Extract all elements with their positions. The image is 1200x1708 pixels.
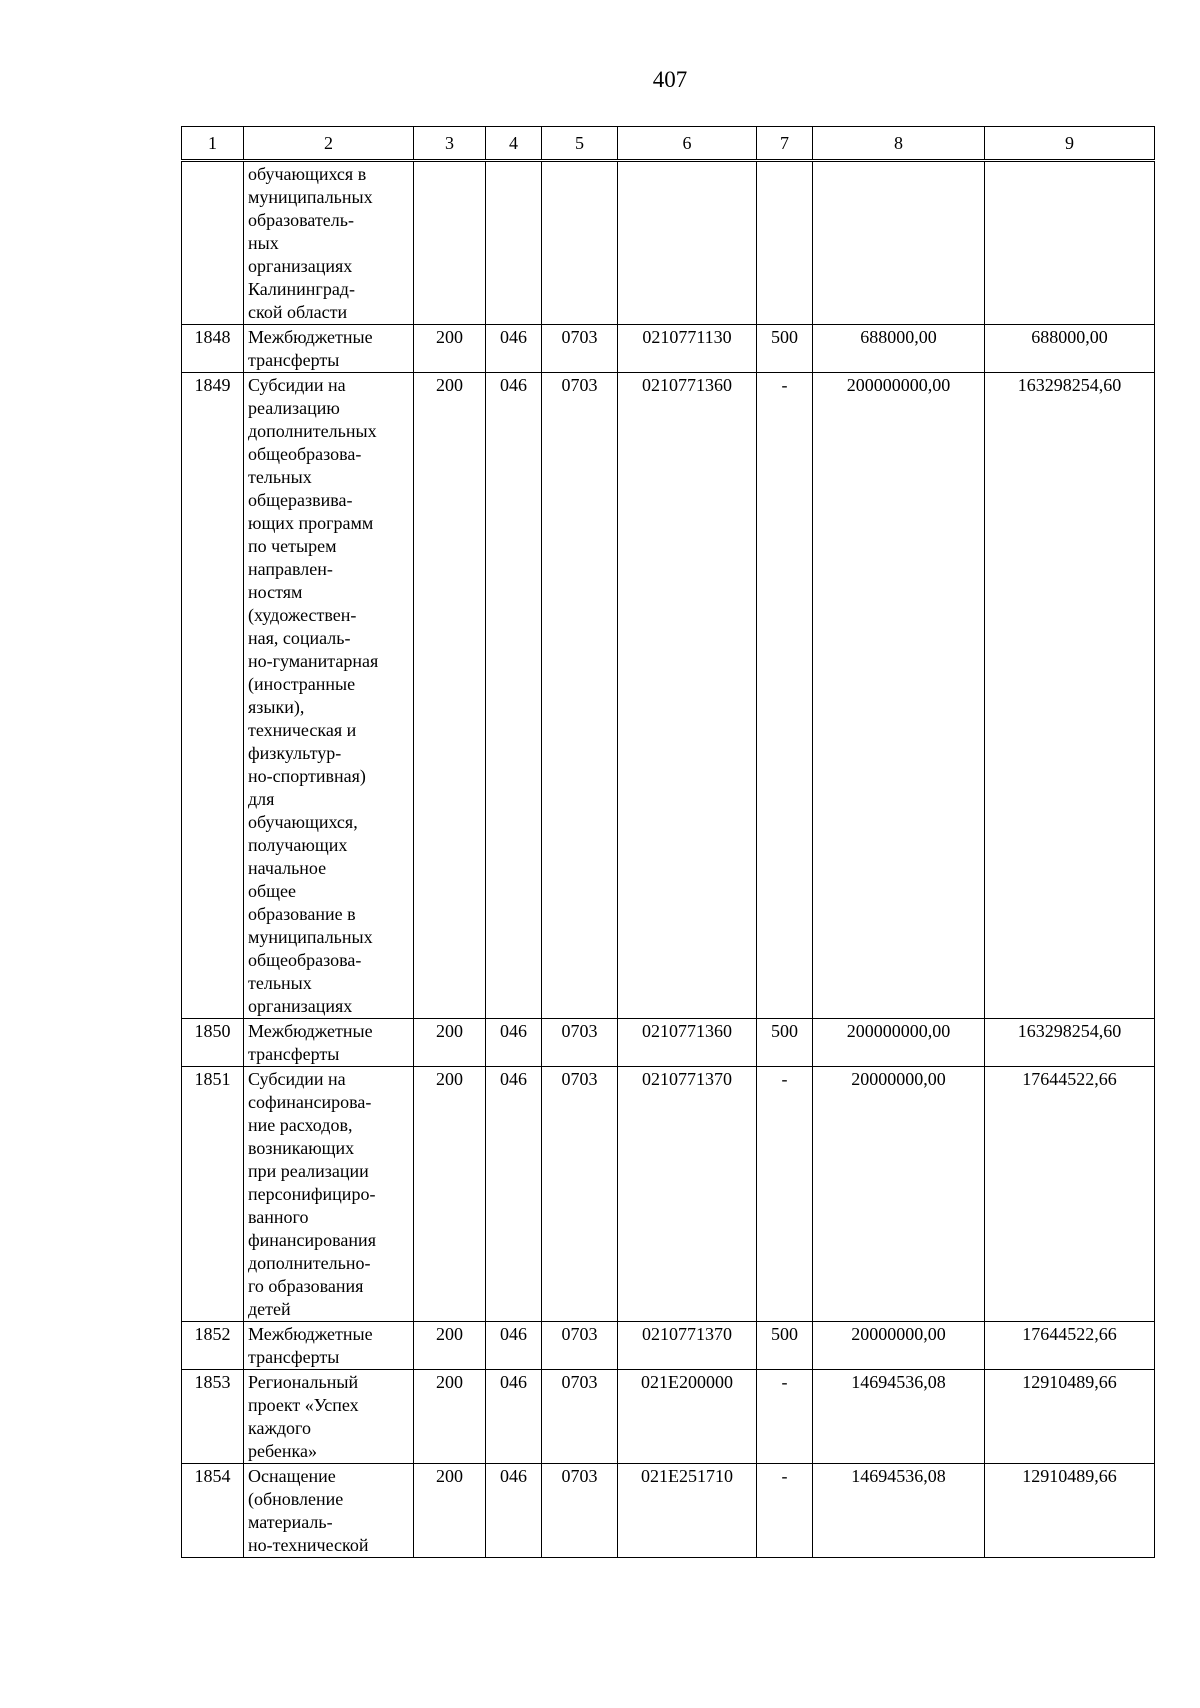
col9-amount-cell: 688000,00	[985, 325, 1155, 373]
col4-cell: 046	[486, 1322, 542, 1370]
item-name-line: трансферты	[248, 350, 340, 370]
item-name-line: физкультур-	[248, 743, 342, 763]
col3-cell: 200	[414, 1464, 486, 1558]
item-name-line: софинансирова-	[248, 1092, 372, 1112]
item-name-line: Региональный	[248, 1372, 359, 1392]
header-cell: 6	[618, 127, 757, 161]
table-row	[182, 161, 1155, 325]
item-name-line: при реализации	[248, 1161, 369, 1181]
item-name-line: го образования	[248, 1276, 364, 1296]
header-cell: 7	[757, 127, 813, 161]
col5-cell: 0703	[542, 1067, 618, 1322]
row-number-cell: 1851	[182, 1067, 244, 1322]
col9-amount-cell: 17644522,66	[985, 1067, 1155, 1322]
item-name-line: каждого	[248, 1418, 311, 1438]
item-name-line: (обновление	[248, 1489, 344, 1509]
item-name-line: ных	[248, 233, 279, 253]
item-name-line: ностям	[248, 582, 303, 602]
item-name-line: но-спортивная)	[248, 766, 366, 786]
item-name-line: Межбюджетные	[248, 327, 373, 347]
item-name-line: дополнительных	[248, 421, 377, 441]
col4-cell: 046	[486, 325, 542, 373]
item-name-line: образование в	[248, 904, 356, 924]
item-name-line: но-гуманитарная	[248, 651, 379, 671]
item-name-line: возникающих	[248, 1138, 355, 1158]
col9-amount-cell	[985, 161, 1155, 325]
header-row	[182, 127, 1155, 161]
item-name-line: муниципальных	[248, 187, 373, 207]
item-name-line: Субсидии на	[248, 1069, 346, 1089]
item-name-cell	[244, 1464, 414, 1558]
item-name-line: дополнительно-	[248, 1253, 371, 1273]
col6-code-cell: 021E251710	[618, 1464, 757, 1558]
col6-code-cell: 0210771130	[618, 325, 757, 373]
item-name-line: обучающихся в	[248, 164, 367, 184]
col8-amount-cell: 688000,00	[813, 325, 985, 373]
item-name-line: трансферты	[248, 1347, 340, 1367]
col5-cell	[542, 161, 618, 325]
header-cell: 4	[486, 127, 542, 161]
col3-cell: 200	[414, 1370, 486, 1464]
header-cell: 2	[244, 127, 414, 161]
item-name-line: по четырем	[248, 536, 337, 556]
col8-amount-cell: 20000000,00	[813, 1067, 985, 1322]
table-body	[182, 161, 1155, 1558]
item-name-line: реализацию	[248, 398, 340, 418]
table-row	[182, 1067, 1155, 1322]
col8-amount-cell	[813, 161, 985, 325]
col8-amount-cell: 14694536,08	[813, 1464, 985, 1558]
item-name-line: получающих	[248, 835, 348, 855]
item-name-line: языки),	[248, 697, 305, 717]
col5-cell: 0703	[542, 1464, 618, 1558]
item-name-line: тельных	[248, 467, 312, 487]
col4-cell	[486, 161, 542, 325]
item-name-line: Оснащение	[248, 1466, 336, 1486]
col9-amount-cell: 163298254,60	[985, 1019, 1155, 1067]
col7-cell: -	[757, 1464, 813, 1558]
item-name-line: ная, социаль-	[248, 628, 351, 648]
header-cell: 9	[985, 127, 1155, 161]
col8-amount-cell: 200000000,00	[813, 1019, 985, 1067]
item-name-line: для	[248, 789, 275, 809]
table-row	[182, 325, 1155, 373]
row-number-cell: 1854	[182, 1464, 244, 1558]
header-cell: 5	[542, 127, 618, 161]
header-cell: 8	[813, 127, 985, 161]
item-name-line: тельных	[248, 973, 312, 993]
item-name-line: общее	[248, 881, 296, 901]
col3-cell: 200	[414, 373, 486, 1019]
row-number-cell: 1852	[182, 1322, 244, 1370]
item-name-line: обучающихся,	[248, 812, 358, 832]
col9-amount-cell: 12910489,66	[985, 1464, 1155, 1558]
row-number-cell: 1850	[182, 1019, 244, 1067]
col5-cell: 0703	[542, 1322, 618, 1370]
table-row	[182, 1322, 1155, 1370]
row-number-cell: 1853	[182, 1370, 244, 1464]
item-name-line: но-технической	[248, 1535, 369, 1555]
col6-code-cell	[618, 161, 757, 325]
item-name-line: детей	[248, 1299, 291, 1319]
header-cell: 1	[182, 127, 244, 161]
col3-cell: 200	[414, 325, 486, 373]
item-name-line: (иностранные	[248, 674, 356, 694]
col7-cell: -	[757, 1067, 813, 1322]
col3-cell: 200	[414, 1067, 486, 1322]
row-number-cell: 1848	[182, 325, 244, 373]
col7-cell: 500	[757, 1322, 813, 1370]
item-name-line: финансирования	[248, 1230, 376, 1250]
col6-code-cell: 0210771370	[618, 1322, 757, 1370]
item-name-line: общеобразова-	[248, 950, 362, 970]
col4-cell: 046	[486, 373, 542, 1019]
col5-cell: 0703	[542, 373, 618, 1019]
item-name-line: начальное	[248, 858, 327, 878]
item-name-cell	[244, 161, 414, 325]
item-name-line: материаль-	[248, 1512, 333, 1532]
item-name-line: ние расходов,	[248, 1115, 353, 1135]
col5-cell: 0703	[542, 1019, 618, 1067]
item-name-line: направлен-	[248, 559, 333, 579]
item-name-line: общеразвива-	[248, 490, 353, 510]
table-row	[182, 1019, 1155, 1067]
row-number-cell	[182, 161, 244, 325]
item-name-cell	[244, 1370, 414, 1464]
col5-cell: 0703	[542, 325, 618, 373]
col5-cell: 0703	[542, 1370, 618, 1464]
col7-cell: -	[757, 1370, 813, 1464]
table-row	[182, 373, 1155, 1019]
col7-cell: -	[757, 373, 813, 1019]
col7-cell: 500	[757, 325, 813, 373]
col3-cell	[414, 161, 486, 325]
row-number-cell: 1849	[182, 373, 244, 1019]
col6-code-cell: 0210771360	[618, 1019, 757, 1067]
item-name-line: ванного	[248, 1207, 309, 1227]
col4-cell: 046	[486, 1067, 542, 1322]
item-name-line: организациях	[248, 256, 353, 276]
col9-amount-cell: 12910489,66	[985, 1370, 1155, 1464]
item-name-line: организациях	[248, 996, 353, 1016]
col7-cell: 500	[757, 1019, 813, 1067]
item-name-line: Межбюджетные	[248, 1021, 373, 1041]
item-name-cell	[244, 325, 414, 373]
item-name-line: Субсидии на	[248, 375, 346, 395]
col8-amount-cell: 14694536,08	[813, 1370, 985, 1464]
col3-cell: 200	[414, 1019, 486, 1067]
col4-cell: 046	[486, 1370, 542, 1464]
col3-cell: 200	[414, 1322, 486, 1370]
col9-amount-cell: 163298254,60	[985, 373, 1155, 1019]
item-name-line: муниципальных	[248, 927, 373, 947]
col4-cell: 046	[486, 1019, 542, 1067]
item-name-line: техническая и	[248, 720, 357, 740]
item-name-line: ющих программ	[248, 513, 374, 533]
item-name-line: образователь-	[248, 210, 354, 230]
col4-cell: 046	[486, 1464, 542, 1558]
table-row	[182, 1370, 1155, 1464]
item-name-line: (художествен-	[248, 605, 357, 625]
col7-cell	[757, 161, 813, 325]
item-name-cell	[244, 1019, 414, 1067]
col8-amount-cell: 200000000,00	[813, 373, 985, 1019]
col9-amount-cell: 17644522,66	[985, 1322, 1155, 1370]
item-name-line: Калининград-	[248, 279, 355, 299]
col8-amount-cell: 20000000,00	[813, 1322, 985, 1370]
col6-code-cell: 021E200000	[618, 1370, 757, 1464]
item-name-line: Межбюджетные	[248, 1324, 373, 1344]
item-name-cell	[244, 1067, 414, 1322]
item-name-line: персонифициро-	[248, 1184, 376, 1204]
item-name-cell	[244, 373, 414, 1019]
item-name-line: общеобразова-	[248, 444, 362, 464]
header-cell: 3	[414, 127, 486, 161]
item-name-cell	[244, 1322, 414, 1370]
item-name-line: трансферты	[248, 1044, 340, 1064]
item-name-line: ской области	[248, 302, 348, 322]
col6-code-cell: 0210771360	[618, 373, 757, 1019]
col6-code-cell: 0210771370	[618, 1067, 757, 1322]
item-name-line: ребенка»	[248, 1441, 317, 1461]
item-name-line: проект «Успех	[248, 1395, 359, 1415]
table-row	[182, 1464, 1155, 1558]
budget-table	[181, 126, 1155, 1558]
page-number: 407	[652, 67, 688, 92]
